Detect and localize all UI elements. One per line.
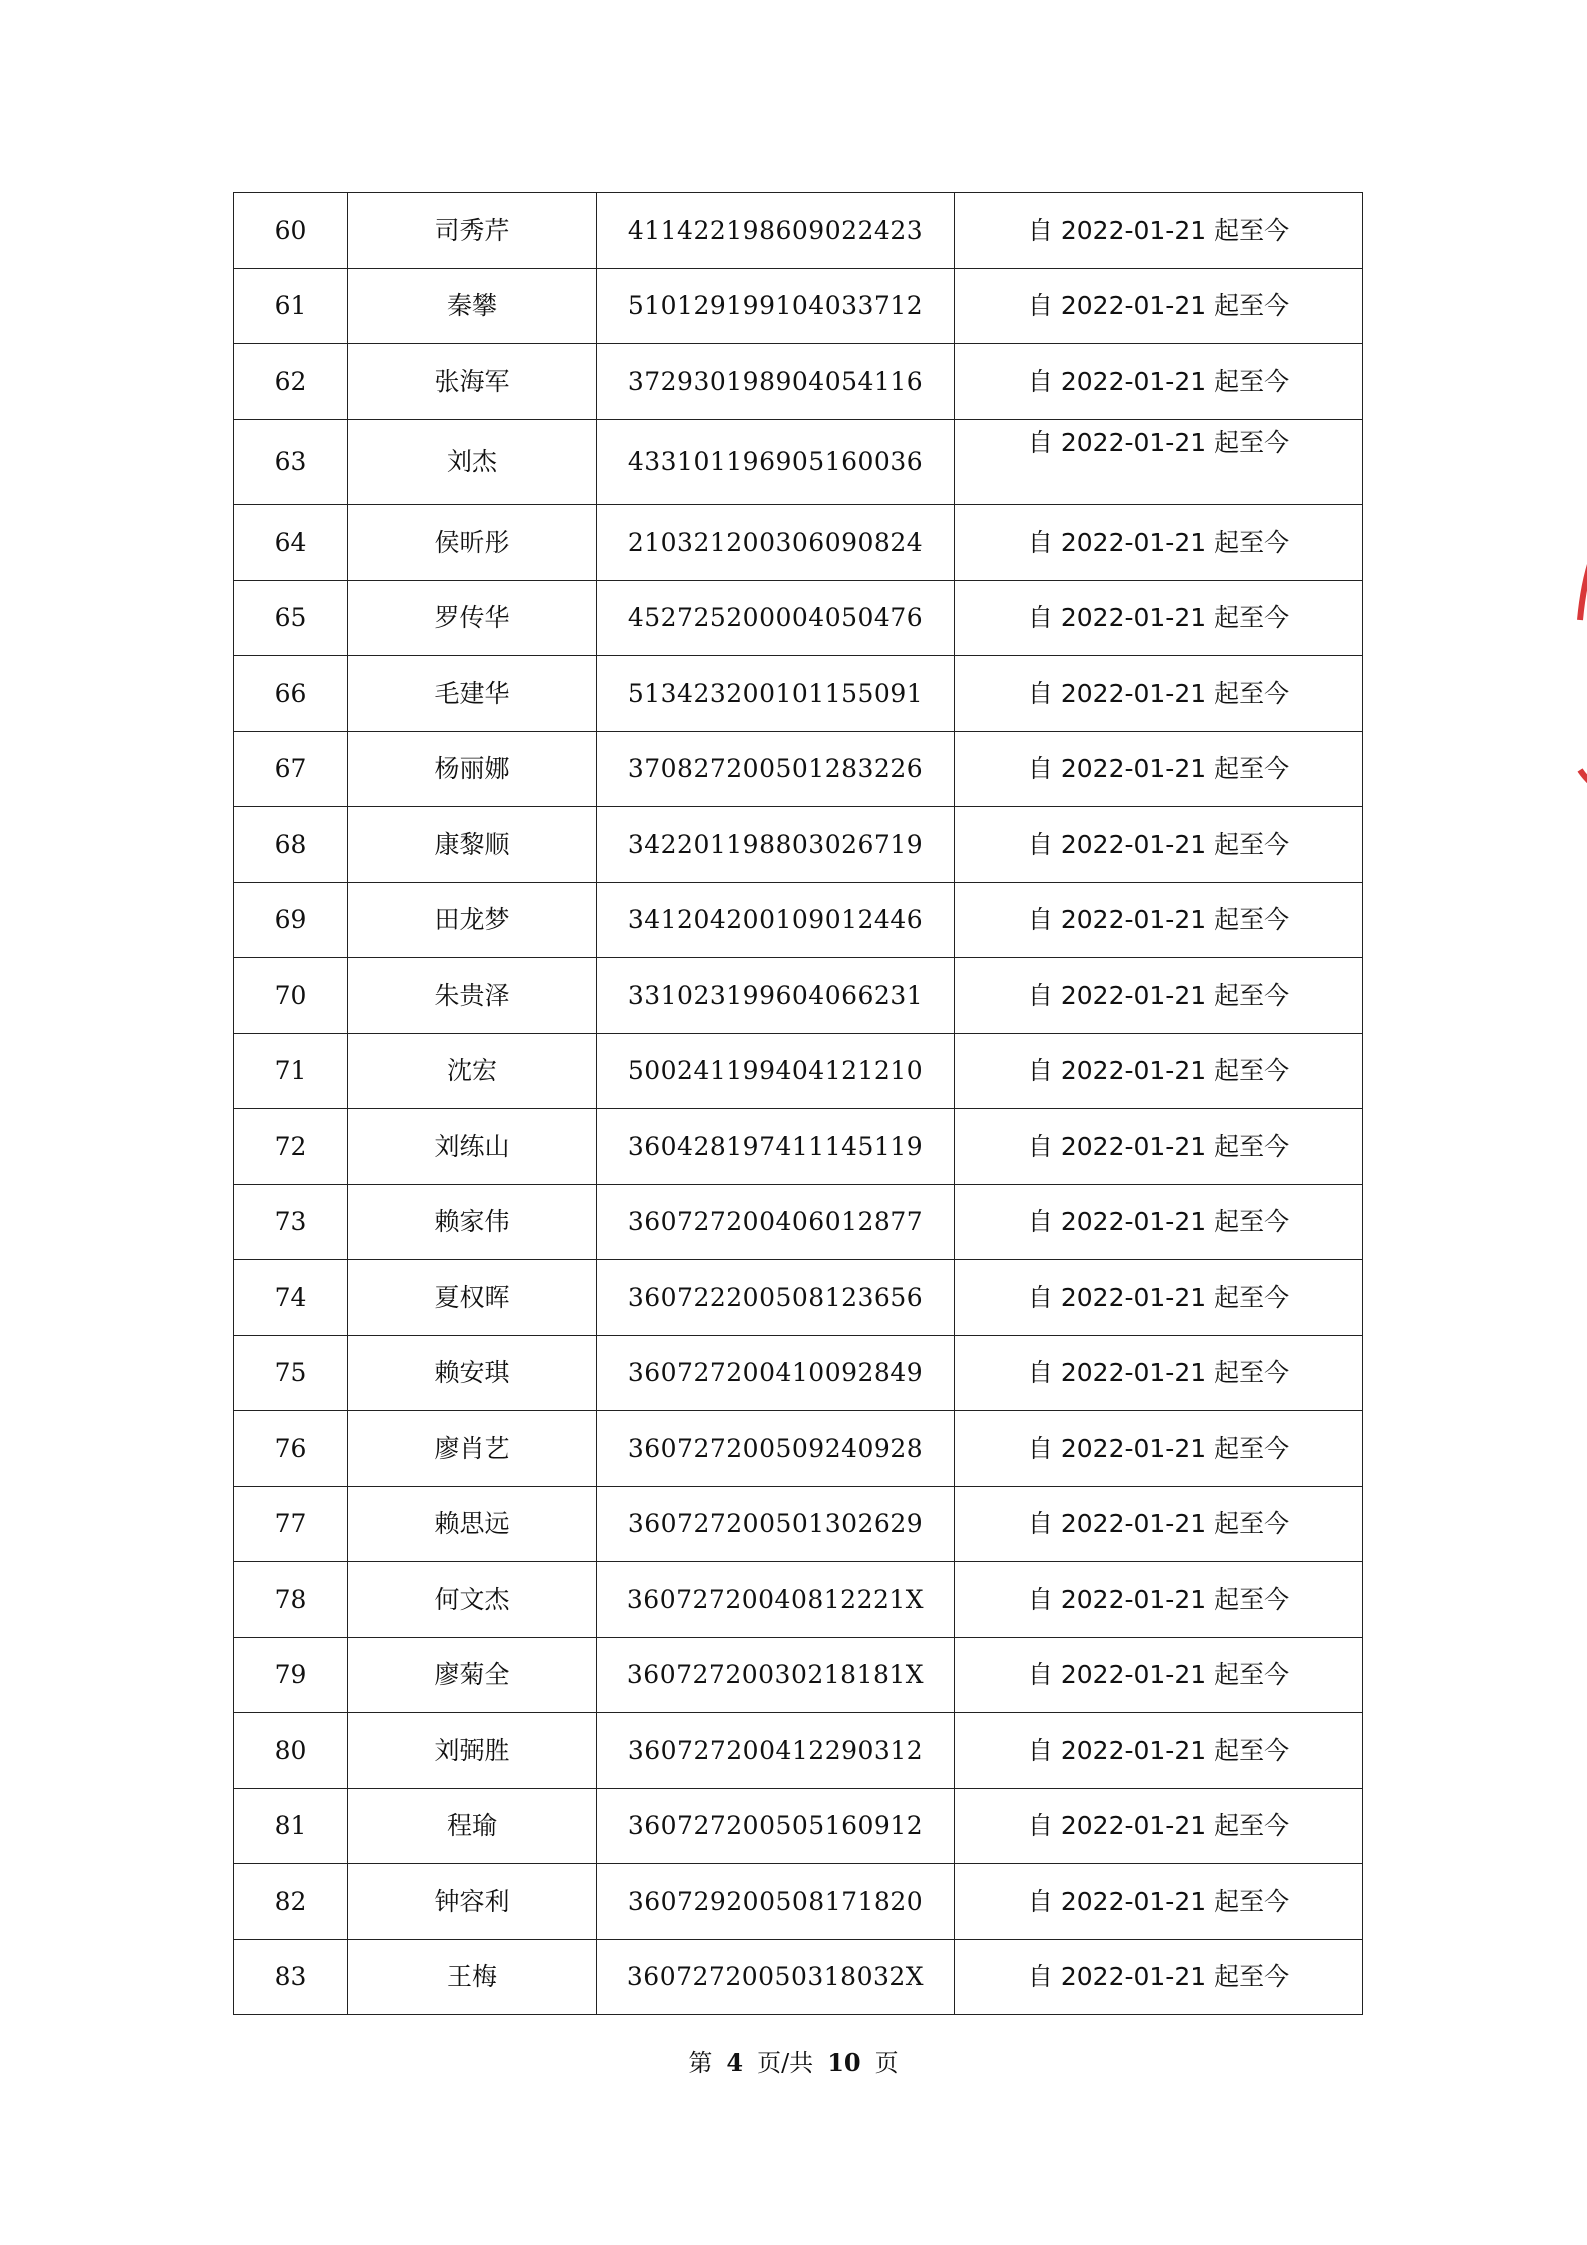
row-number-cell: 80 xyxy=(234,1713,348,1789)
row-number-cell: 70 xyxy=(234,958,348,1034)
table-row xyxy=(234,1486,1363,1562)
period-cell: 自 2022-01-21 起至今 xyxy=(955,419,1363,505)
name-cell: 钟容利 xyxy=(348,1864,597,1940)
name-cell: 毛建华 xyxy=(348,656,597,732)
id-number-cell: 452725200004050476 xyxy=(597,580,955,656)
row-number-cell: 75 xyxy=(234,1335,348,1411)
period-cell: 自 2022-01-21 起至今 xyxy=(955,1033,1363,1109)
row-number-cell: 81 xyxy=(234,1788,348,1864)
table-row xyxy=(234,505,1363,581)
name-cell: 张海军 xyxy=(348,344,597,420)
id-number-cell: 510129199104033712 xyxy=(597,268,955,344)
id-number-cell: 370827200501283226 xyxy=(597,731,955,807)
name-cell: 沈宏 xyxy=(348,1033,597,1109)
row-number-cell: 74 xyxy=(234,1260,348,1336)
table-row xyxy=(234,268,1363,344)
row-number-cell: 83 xyxy=(234,1939,348,2015)
table-row xyxy=(234,882,1363,958)
table-row xyxy=(234,1864,1363,1940)
name-cell: 廖肖艺 xyxy=(348,1411,597,1487)
table-row xyxy=(234,1260,1363,1336)
seal-arcs xyxy=(1580,480,1587,815)
roster-table xyxy=(233,192,1363,2015)
table-row xyxy=(234,1184,1363,1260)
row-number-cell: 62 xyxy=(234,344,348,420)
table-row xyxy=(234,193,1363,269)
name-cell: 夏权晖 xyxy=(348,1260,597,1336)
name-cell: 司秀芹 xyxy=(348,193,597,269)
id-number-cell: 513423200101155091 xyxy=(597,656,955,732)
period-cell: 自 2022-01-21 起至今 xyxy=(955,1939,1363,2015)
table-row xyxy=(234,1033,1363,1109)
red-seal-stamp-fragment xyxy=(1540,470,1587,830)
name-cell: 赖安琪 xyxy=(348,1335,597,1411)
name-cell: 程瑜 xyxy=(348,1788,597,1864)
total-page-number: 10 xyxy=(827,2048,861,2077)
name-cell: 赖家伟 xyxy=(348,1184,597,1260)
table-row xyxy=(234,580,1363,656)
row-number-cell: 60 xyxy=(234,193,348,269)
row-number-cell: 79 xyxy=(234,1637,348,1713)
row-number-cell: 68 xyxy=(234,807,348,883)
id-number-cell: 36072720040812221X xyxy=(597,1562,955,1638)
period-cell: 自 2022-01-21 起至今 xyxy=(955,1184,1363,1260)
table-row xyxy=(234,1939,1363,2015)
name-cell: 刘弼胜 xyxy=(348,1713,597,1789)
name-cell: 秦攀 xyxy=(348,268,597,344)
id-number-cell: 360428197411145119 xyxy=(597,1109,955,1185)
period-cell: 自 2022-01-21 起至今 xyxy=(955,268,1363,344)
row-number-cell: 63 xyxy=(234,419,348,505)
period-cell: 自 2022-01-21 起至今 xyxy=(955,1864,1363,1940)
id-number-cell: 331023199604066231 xyxy=(597,958,955,1034)
id-number-cell: 360729200508171820 xyxy=(597,1864,955,1940)
table-row xyxy=(234,344,1363,420)
name-cell: 康黎顺 xyxy=(348,807,597,883)
page-footer xyxy=(0,2043,1587,2078)
name-cell: 杨丽娜 xyxy=(348,731,597,807)
footer-suffix: 页 xyxy=(874,2049,899,2077)
id-number-cell: 360727200501302629 xyxy=(597,1486,955,1562)
name-cell: 朱贵泽 xyxy=(348,958,597,1034)
id-number-cell: 36072720030218181X xyxy=(597,1637,955,1713)
name-cell: 侯昕彤 xyxy=(348,505,597,581)
seal-outer-arc-top xyxy=(1580,480,1587,620)
id-number-cell: 342201198803026719 xyxy=(597,807,955,883)
period-cell: 自 2022-01-21 起至今 xyxy=(955,807,1363,883)
roster-table-body xyxy=(234,193,1363,2015)
current-page-number: 4 xyxy=(726,2048,744,2077)
seal-outer-arc-bottom xyxy=(1580,770,1587,815)
period-cell: 自 2022-01-21 起至今 xyxy=(955,1486,1363,1562)
period-cell: 自 2022-01-21 起至今 xyxy=(955,656,1363,732)
row-number-cell: 77 xyxy=(234,1486,348,1562)
period-cell: 自 2022-01-21 起至今 xyxy=(955,1411,1363,1487)
id-number-cell: 360727200410092849 xyxy=(597,1335,955,1411)
name-cell: 田龙梦 xyxy=(348,882,597,958)
id-number-cell: 360727200406012877 xyxy=(597,1184,955,1260)
period-cell: 自 2022-01-21 起至今 xyxy=(955,1713,1363,1789)
name-cell: 赖思远 xyxy=(348,1486,597,1562)
period-cell: 自 2022-01-21 起至今 xyxy=(955,505,1363,581)
id-number-cell: 500241199404121210 xyxy=(597,1033,955,1109)
row-number-cell: 66 xyxy=(234,656,348,732)
period-cell: 自 2022-01-21 起至今 xyxy=(955,344,1363,420)
name-cell: 何文杰 xyxy=(348,1562,597,1638)
table-row xyxy=(234,1335,1363,1411)
period-cell: 自 2022-01-21 起至今 xyxy=(955,1109,1363,1185)
period-cell: 自 2022-01-21 起至今 xyxy=(955,1788,1363,1864)
table-row xyxy=(234,958,1363,1034)
id-number-cell: 360727200412290312 xyxy=(597,1713,955,1789)
table-row xyxy=(234,1109,1363,1185)
row-number-cell: 65 xyxy=(234,580,348,656)
period-cell: 自 2022-01-21 起至今 xyxy=(955,1562,1363,1638)
name-cell: 刘练山 xyxy=(348,1109,597,1185)
row-number-cell: 64 xyxy=(234,505,348,581)
name-cell: 刘杰 xyxy=(348,419,597,505)
period-cell: 自 2022-01-21 起至今 xyxy=(955,193,1363,269)
id-number-cell: 360727200509240928 xyxy=(597,1411,955,1487)
table-row xyxy=(234,807,1363,883)
row-number-cell: 71 xyxy=(234,1033,348,1109)
row-number-cell: 72 xyxy=(234,1109,348,1185)
period-cell: 自 2022-01-21 起至今 xyxy=(955,1260,1363,1336)
table-row xyxy=(234,1637,1363,1713)
name-cell: 廖菊全 xyxy=(348,1637,597,1713)
period-cell: 自 2022-01-21 起至今 xyxy=(955,580,1363,656)
table-row xyxy=(234,1713,1363,1789)
footer-prefix: 第 xyxy=(688,2049,713,2077)
row-number-cell: 67 xyxy=(234,731,348,807)
period-cell: 自 2022-01-21 起至今 xyxy=(955,1335,1363,1411)
row-number-cell: 69 xyxy=(234,882,348,958)
period-cell: 自 2022-01-21 起至今 xyxy=(955,958,1363,1034)
name-cell: 罗传华 xyxy=(348,580,597,656)
row-number-cell: 76 xyxy=(234,1411,348,1487)
id-number-cell: 360727200505160912 xyxy=(597,1788,955,1864)
table-row xyxy=(234,1562,1363,1638)
id-number-cell: 210321200306090824 xyxy=(597,505,955,581)
row-number-cell: 73 xyxy=(234,1184,348,1260)
footer-mid: 页/共 xyxy=(757,2049,814,2077)
id-number-cell: 411422198609022423 xyxy=(597,193,955,269)
row-number-cell: 61 xyxy=(234,268,348,344)
id-number-cell: 433101196905160036 xyxy=(597,419,955,505)
id-number-cell: 341204200109012446 xyxy=(597,882,955,958)
row-number-cell: 82 xyxy=(234,1864,348,1940)
table-row xyxy=(234,1411,1363,1487)
table-row xyxy=(234,656,1363,732)
table-row xyxy=(234,1788,1363,1864)
period-cell: 自 2022-01-21 起至今 xyxy=(955,882,1363,958)
name-cell: 王梅 xyxy=(348,1939,597,2015)
table-row xyxy=(234,731,1363,807)
row-number-cell: 78 xyxy=(234,1562,348,1638)
id-number-cell: 36072720050318032X xyxy=(597,1939,955,2015)
id-number-cell: 372930198904054116 xyxy=(597,344,955,420)
id-number-cell: 360722200508123656 xyxy=(597,1260,955,1336)
period-cell: 自 2022-01-21 起至今 xyxy=(955,731,1363,807)
period-cell: 自 2022-01-21 起至今 xyxy=(955,1637,1363,1713)
table-row xyxy=(234,419,1363,505)
